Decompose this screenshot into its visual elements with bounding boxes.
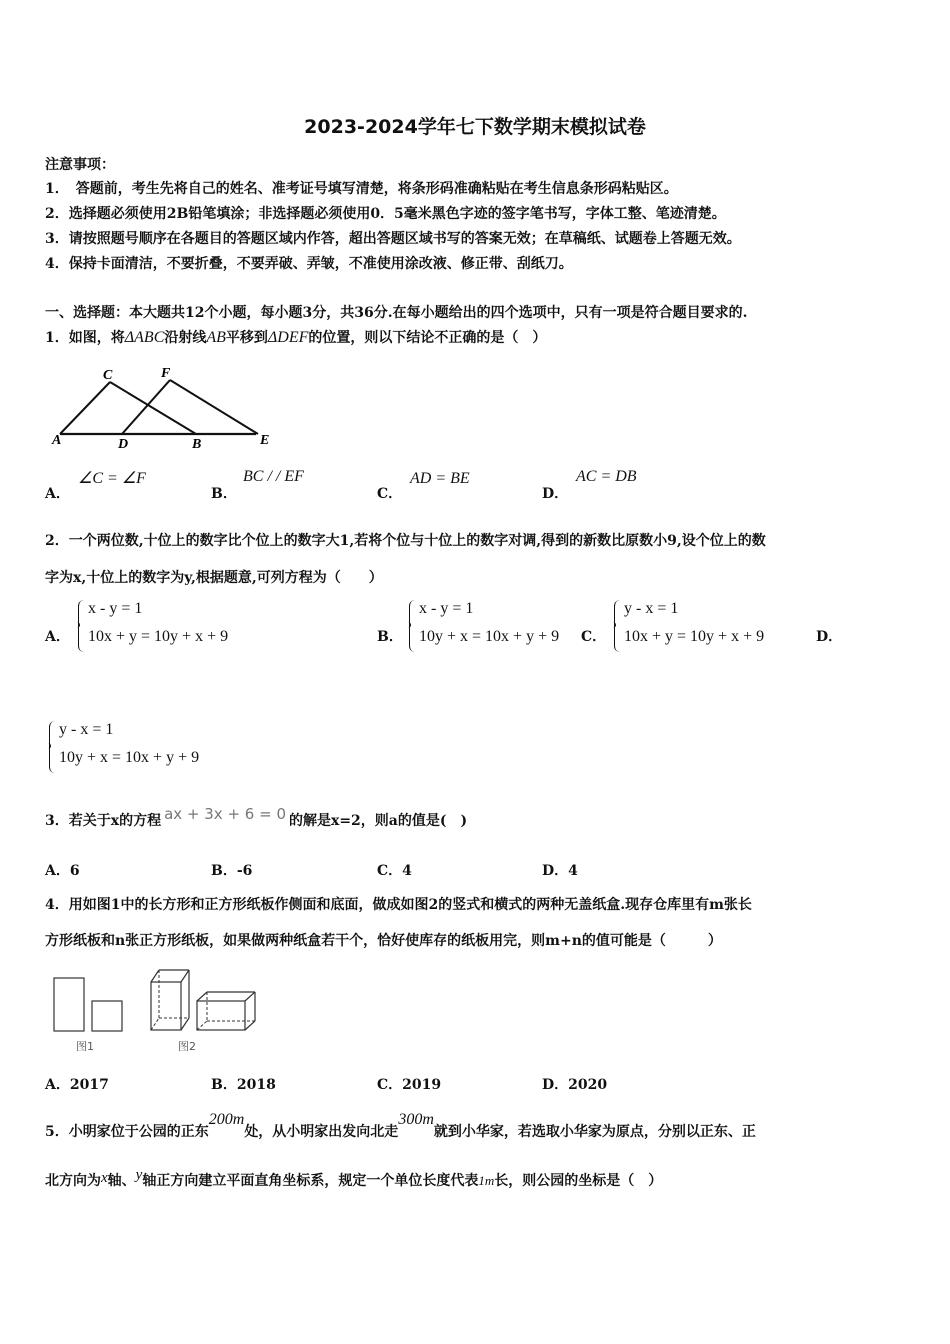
- q1-option-b-math: BC / / EF: [243, 468, 304, 485]
- q4-option-c: C．2019: [377, 1077, 442, 1093]
- q4-option-a: A．2017: [45, 1077, 109, 1093]
- q1-option-b-label: B．: [211, 486, 237, 502]
- notice-item: 2．选择题必须使用2B铅笔填涂；非选择题必须使用0．5毫米黑色字迹的签字笔书写，字体工整、笔迹清楚。: [45, 206, 726, 222]
- q1-option-a-label: A．: [45, 486, 70, 502]
- fig-label-a: A: [52, 433, 62, 448]
- q3-equation: ax + 3x + 6 = 0: [164, 805, 286, 823]
- question-5-line1: [45, 1111, 756, 1141]
- question-4-line2: 方形纸板和n张正方形纸板，如果做两种纸盒若干个，恰好使库存的纸板用完，则m+n的值可能是（ ）: [45, 933, 722, 949]
- q5-math-y: y: [135, 1167, 143, 1183]
- q5-text-b: 处，从小明家出发向北走: [244, 1124, 399, 1140]
- fig-label-e: E: [260, 433, 270, 448]
- q5-math-300m: 300m: [398, 1111, 434, 1128]
- question-5-line2: [45, 1167, 663, 1190]
- page-title: 2023-2024学年七下数学期末模拟试卷: [304, 116, 646, 138]
- brace-icon: [614, 600, 621, 652]
- question-2-line2: 字为x,十位上的数字为y,根据题意,可列方程为（ ）: [45, 570, 383, 586]
- q1-option-c-math: AD = BE: [410, 470, 470, 487]
- notice-item: 1． 答题前，考生先将自己的姓名、准考证号填写清楚，将条形码准确粘贴在考生信息条形码粘贴区。: [45, 181, 678, 197]
- q5-math-x: x: [101, 1170, 108, 1186]
- q2-a-eq2: 10x + y = 10y + x + 9: [88, 628, 229, 645]
- q4-option-b: B．2018: [211, 1077, 276, 1093]
- q2-option-b-label: B．: [377, 629, 403, 645]
- q3-option-d: D．4: [542, 863, 578, 879]
- question-4-line1: 4．用如图1中的长方形和正方形纸板作侧面和底面，做成如图2的竖式和横式的两种无盖纸盒.现存仓库里有m张长: [45, 897, 752, 913]
- q3-option-b: B．-6: [211, 863, 253, 879]
- q2-c-eq2: 10x + y = 10y + x + 9: [624, 628, 765, 645]
- q1-mid1: 沿射线: [164, 330, 207, 346]
- q4-option-d: D．2020: [542, 1077, 608, 1093]
- q1-option-d-label: D．: [542, 486, 569, 502]
- q1-option-c-label: C．: [377, 486, 403, 502]
- brace-icon: [409, 600, 416, 652]
- triangle-translation-figure: [48, 362, 288, 452]
- fig-label-d: D: [118, 437, 129, 452]
- fig2-caption: 图2: [178, 1040, 196, 1053]
- q2-d-eq2: 10y + x = 10x + y + 9: [59, 749, 200, 766]
- fig-label-c: C: [103, 368, 113, 383]
- q2-option-d-label: D．: [816, 629, 843, 645]
- notice-heading: 注意事项：: [45, 157, 115, 173]
- q2-option-c-label: C．: [581, 629, 607, 645]
- q5-text-f: 轴正方向建立平面直角坐标系，规定一个单位长度代表: [142, 1173, 479, 1189]
- fig-label-b: B: [192, 437, 202, 452]
- q5-math-1m: 1m: [478, 1173, 495, 1188]
- q2-a-eq1: x - y = 1: [88, 600, 143, 617]
- q5-text-g: 长，则公园的坐标是（ ）: [494, 1173, 663, 1189]
- q2-option-a-label: A．: [45, 629, 70, 645]
- q3-option-a: A．6: [45, 863, 80, 879]
- q1-suffix: 的位置，则以下结论不正确的是（ ）: [308, 330, 547, 346]
- fig-label-f: F: [161, 366, 171, 381]
- q2-b-eq1: x - y = 1: [419, 600, 474, 617]
- q1-option-d-math: AC = DB: [576, 468, 637, 485]
- q5-text-e: 轴、: [107, 1173, 136, 1189]
- question-1: [45, 327, 546, 347]
- brace-icon: [78, 600, 85, 652]
- q1-math-ab: AB: [206, 329, 226, 346]
- q2-d-eq1: y - x = 1: [59, 721, 114, 738]
- notice-item: 4．保持卡面清洁，不要折叠，不要弄破、弄皱，不准使用涂改液、修正带、刮纸刀。: [45, 256, 573, 272]
- brace-icon: [49, 721, 56, 773]
- q3-option-c: C．4: [377, 863, 412, 879]
- q2-b-eq2: 10y + x = 10x + y + 9: [419, 628, 560, 645]
- q5-text-a: 5．小明家位于公园的正东: [45, 1124, 209, 1140]
- q1-math-def: ΔDEF: [267, 329, 309, 346]
- q5-text-d: 北方向为: [45, 1173, 101, 1189]
- q1-mid2: 平移到: [225, 330, 268, 346]
- q3-suffix: 的解是x=2，则a的值是( ): [288, 813, 468, 829]
- question-2-line1: 2．一个两位数,十位上的数字比个位上的数字大1,若将个位与十位上的数字对调,得到的新数比原数小9,设个位上的数: [45, 533, 766, 549]
- q2-c-eq1: y - x = 1: [624, 600, 679, 617]
- q1-option-a-math: ∠C = ∠F: [78, 470, 146, 487]
- notice-item: 3．请按照题号顺序在各题目的答题区域内作答，超出答题区域书写的答案无效；在草稿纸、试题卷上答题无效。: [45, 231, 741, 247]
- fig1-caption: 图1: [76, 1040, 94, 1053]
- q3-prefix: 3．若关于x的方程: [45, 813, 162, 829]
- q1-prefix: 1．如图，将: [45, 330, 125, 346]
- q1-math-abc: ΔABC: [124, 329, 165, 346]
- q5-text-c: 就到小华家，若选取小华家为原点，分别以正东、正: [433, 1124, 756, 1140]
- paper-box-figures: [48, 966, 263, 1058]
- section-heading: 一、选择题：本大题共12个小题，每小题3分，共36分.在每小题给出的四个选项中，只有一项是符合题目要求的.: [45, 305, 748, 321]
- q5-math-200m: 200m: [208, 1111, 245, 1128]
- question-3: [45, 805, 468, 830]
